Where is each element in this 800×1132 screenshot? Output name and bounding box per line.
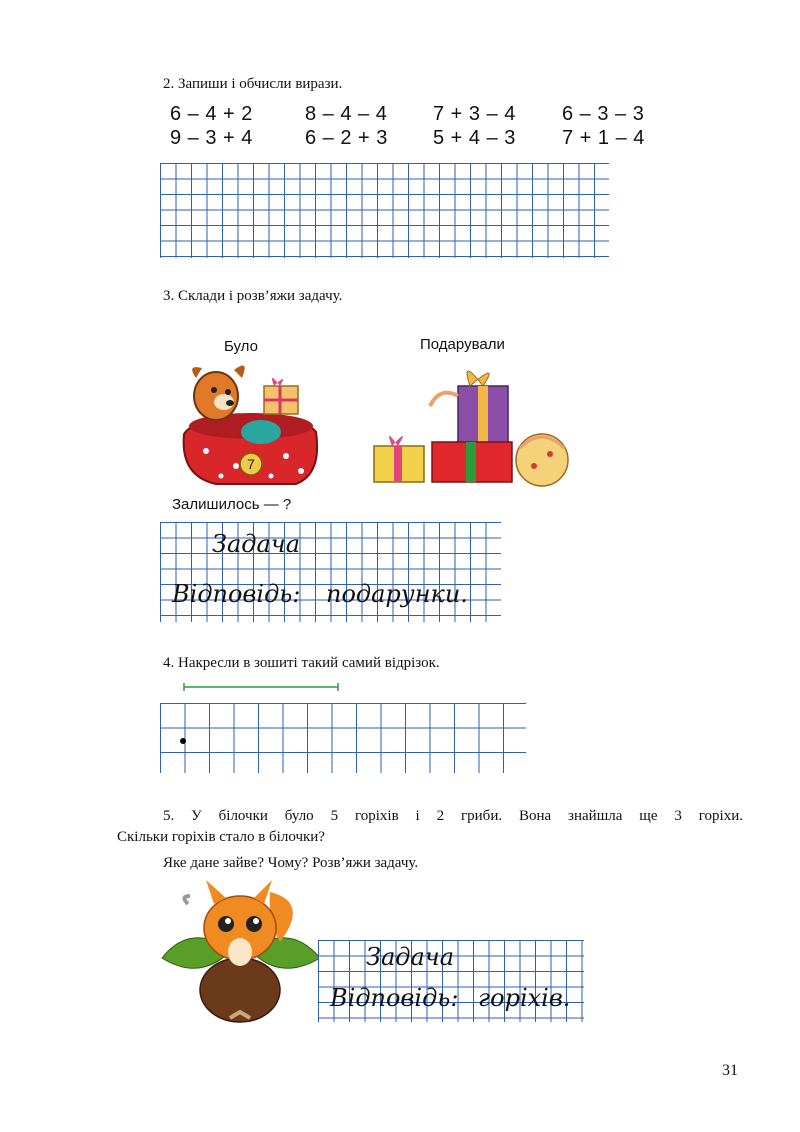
label-gifted: Подарували — [420, 336, 505, 353]
task5-line3: Яке дане зайве? Чому? Розв’яжи задачу. — [163, 855, 419, 871]
label-was: Було — [224, 338, 258, 355]
label-left: Залишилось — ? — [172, 496, 292, 513]
expression: 5 + 4 – 3 — [433, 127, 516, 149]
squirrel-illustration — [160, 872, 322, 1024]
expression: 6 – 4 + 2 — [170, 103, 253, 125]
task3-title: 3. Склади і розв’яжи задачу. — [163, 288, 343, 304]
expression: 8 – 4 – 4 — [305, 103, 388, 125]
bag-number: 7 — [247, 456, 255, 472]
answer-label: Відповідь: — [172, 580, 301, 608]
expression: 6 – 2 + 3 — [305, 127, 388, 149]
page-number: 31 — [722, 1062, 738, 1079]
gifts-illustration — [370, 356, 580, 496]
expression: 9 – 3 + 4 — [170, 127, 253, 149]
expression: 7 + 1 – 4 — [562, 127, 645, 149]
task5-line1: 5. У білочки було 5 горіхів і 2 гриби. Вона знайшла ще 3 горіхи. — [163, 808, 743, 824]
task2-title: 2. Запиши і обчисли вирази. — [163, 76, 343, 92]
task4-title: 4. Накресли в зошиті такий самий відрізок. — [163, 655, 440, 671]
notebook-grid — [160, 703, 526, 773]
expression: 6 – 3 – 3 — [562, 103, 645, 125]
gift-bag-illustration — [176, 356, 326, 488]
zadacha-heading: Задача — [366, 943, 455, 971]
start-point — [180, 738, 186, 744]
expression: 7 + 3 – 4 — [433, 103, 516, 125]
answer-label: Відповідь: — [330, 984, 459, 1012]
task5-line2: Скільки горіхів стало в білочки? — [117, 829, 325, 845]
answer-unit: горіхів. — [478, 984, 571, 1012]
sample-segment — [180, 681, 342, 693]
answer-unit: подарунки. — [326, 580, 468, 608]
notebook-grid — [160, 163, 609, 258]
zadacha-heading: Задача — [212, 530, 301, 558]
